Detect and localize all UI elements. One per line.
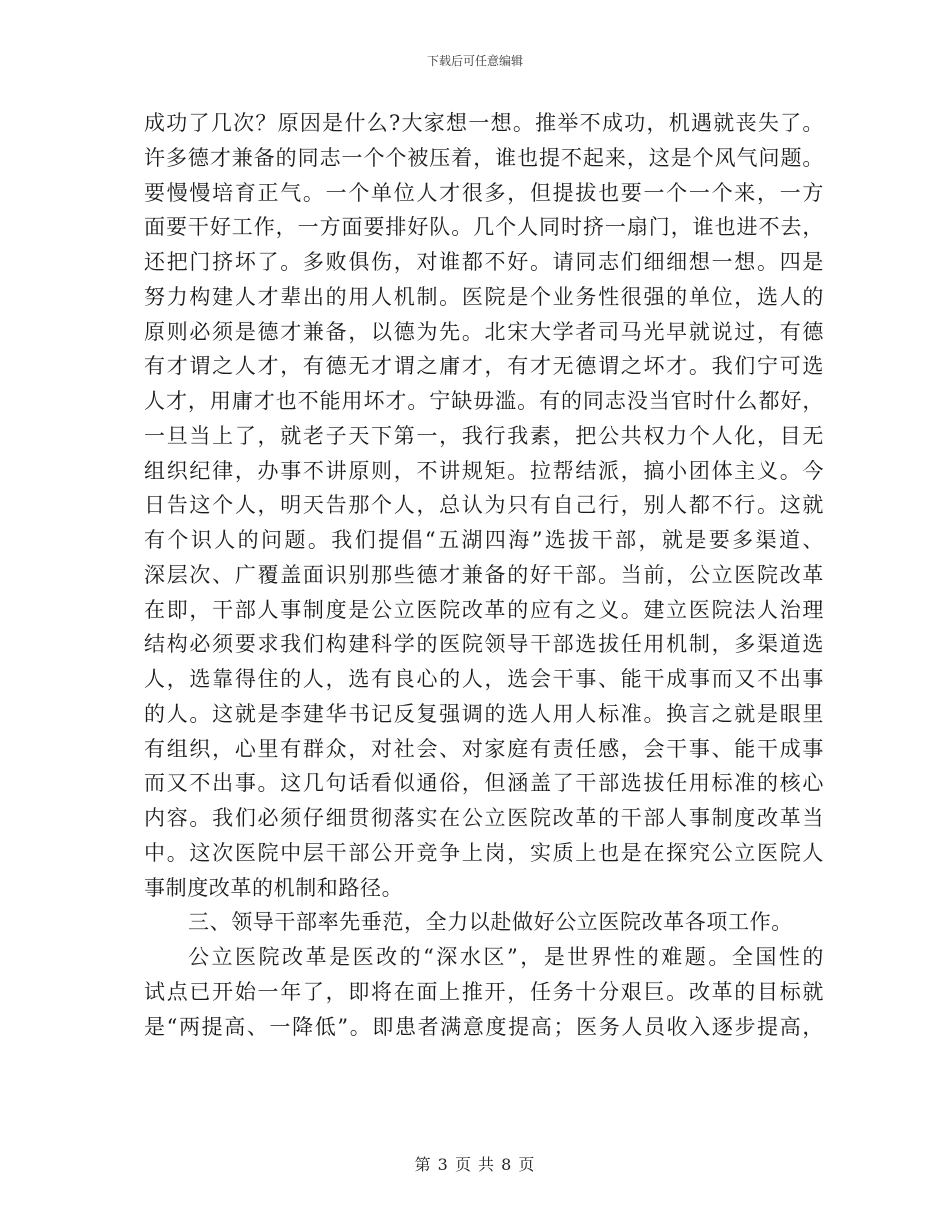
- body-line: 努力构建人才辈出的用人机制。医院是个业务性很强的单位，选人的: [144, 284, 824, 309]
- body-line: 原则必须是德才兼备，以德为先。北宋大学者司马光早就说过，有德: [144, 319, 824, 344]
- body-line: 结构必须要求我们构建科学的医院领导干部选拔任用机制，多渠道选: [144, 632, 824, 657]
- body-line: 有个识人的问题。我们提倡“五湖四海”选拔干部，就是要多渠道、: [144, 528, 824, 552]
- body-line: 日告这个人，明天告那个人，总认为只有自己行，别人都不行。这就: [144, 493, 824, 518]
- body-line: 还把门挤坏了。多败俱伤，对谁都不好。请同志们细细想一想。四是: [144, 250, 824, 274]
- body-line: 有才谓之人才，有德无才谓之庸才，有才无德谓之坏才。我们宁可选: [144, 354, 824, 379]
- body-line: 中。这次医院中层干部公开竞争上岗，实质上也是在探究公立医院人: [144, 840, 824, 865]
- body-line: 深层次、广覆盖面识别那些德才兼备的好干部。当前，公立医院改革: [144, 562, 824, 587]
- body-line: 要慢慢培育正气。一个单位人才很多，但提拔也要一个一个来，一方: [144, 180, 824, 205]
- body-line: 内容。我们必须仔细贯彻落实在公立医院改革的干部人事制度改革当: [144, 806, 824, 830]
- body-line: 的人。这就是李建华书记反复强调的选人用人标准。换言之就是眼里: [144, 701, 824, 726]
- body-line: 有组织，心里有群众，对社会、对家庭有责任感，会干事、能干成事: [144, 736, 824, 761]
- body-line: 试点已开始一年了，即将在面上推开，任务十分艰巨。改革的目标就: [144, 979, 824, 1004]
- body-line: 公立医院改革是医改的“深水区”，是世界性的难题。全国性的: [188, 945, 824, 969]
- document-body: [144, 106, 824, 1044]
- body-line: 一旦当上了，就老子天下第一，我行我素，把公共权力个人化，目无: [144, 423, 824, 448]
- body-line: 人才，用庸才也不能用坏才。宁缺毋滥。有的同志没当官时什么都好，: [144, 389, 824, 413]
- section-heading: 三、领导干部率先垂范，全力以赴做好公立医院改革各项工作。: [188, 910, 793, 935]
- body-line: 而又不出事。这几句话看似通俗，但涵盖了干部选拔任用标准的核心: [144, 771, 824, 796]
- body-line: 面要干好工作，一方面要排好队。几个人同时挤一扇门，谁也进不去，: [144, 215, 824, 240]
- body-line: 成功了几次？原因是什么?大家想一想。推举不成功，机遇就丧失了。: [144, 111, 824, 135]
- body-line: 事制度改革的机制和路径。: [144, 875, 404, 900]
- body-line: 是“两提高、一降低”。即患者满意度提高；医务人员收入逐步提高，: [144, 1014, 824, 1039]
- page-header: 下载后可任意编辑: [426, 54, 523, 68]
- body-line: 组织纪律，办事不讲原则，不讲规矩。拉帮结派，搞小团体主义。今: [144, 458, 824, 483]
- page-number: 第 3 页 共 8 页: [414, 1155, 536, 1174]
- body-line: 许多德才兼备的同志一个个被压着，谁也提不起来，这是个风气问题。: [144, 145, 824, 170]
- body-line: 在即，干部人事制度是公立医院改革的应有之义。建立医院法人治理: [144, 597, 824, 622]
- body-line: 人，选靠得住的人，选有良心的人，选会干事、能干成事而又不出事: [144, 667, 824, 691]
